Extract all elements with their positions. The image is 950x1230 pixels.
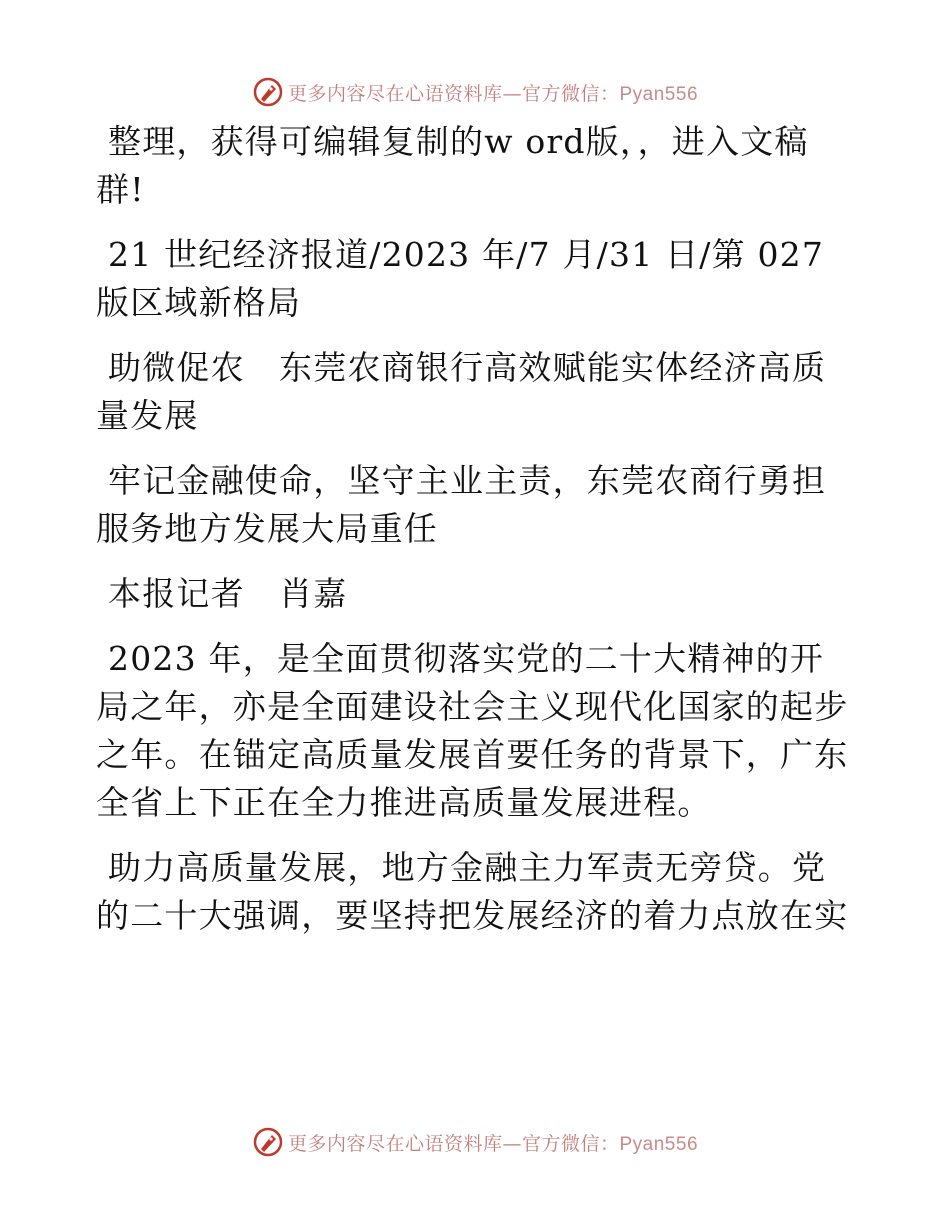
watermark-group (252, 76, 698, 108)
paragraph-3: 助微促农 东莞农商银行高效赋能实体经济高质量发展 (96, 348, 827, 435)
paragraph-2: 21 世纪经济报道/2023 年/7 月/31 日/第 027 版区域新格局 (96, 235, 825, 322)
paragraph-1: 整理，获得可编辑复制的w ord版，，进入文稿群! (96, 122, 809, 209)
watermark-text (288, 1129, 698, 1156)
watermark-text (288, 79, 698, 106)
watermark-wechat-id: Pyan556 (619, 1133, 699, 1155)
watermark-label: 更多内容尽在心语资料库—官方微信： (287, 82, 620, 105)
watermark-wechat-id: Pyan556 (619, 83, 699, 105)
pen-nib-logo-icon (252, 1126, 284, 1158)
paragraph-7: 助力高质量发展，地方金融主力军责无旁贷。党的二十大强调，要坚持把发展经济的着力点放在实 (96, 848, 849, 935)
watermark-group (252, 1126, 698, 1158)
paragraph-4: 牢记金融使命，坚守主业主责，东莞农商行勇担服务地方发展大局重任 (96, 461, 827, 548)
header-watermark (0, 72, 950, 112)
paragraph-5: 本报记者 肖嘉 (108, 574, 348, 613)
paragraph-6: 2023 年，是全面贯彻落实党的二十大精神的开局之年，亦是全面建设社会主义现代化国家的起步之年。在锚定高质量发展首要任务的背景下，广东全省上下正在全力推进高质量发展进程。 (96, 639, 849, 822)
watermark-label: 更多内容尽在心语资料库—官方微信： (287, 1132, 620, 1155)
pen-nib-logo-icon (252, 76, 284, 108)
footer-watermark (0, 1122, 950, 1162)
document-body (96, 118, 854, 957)
